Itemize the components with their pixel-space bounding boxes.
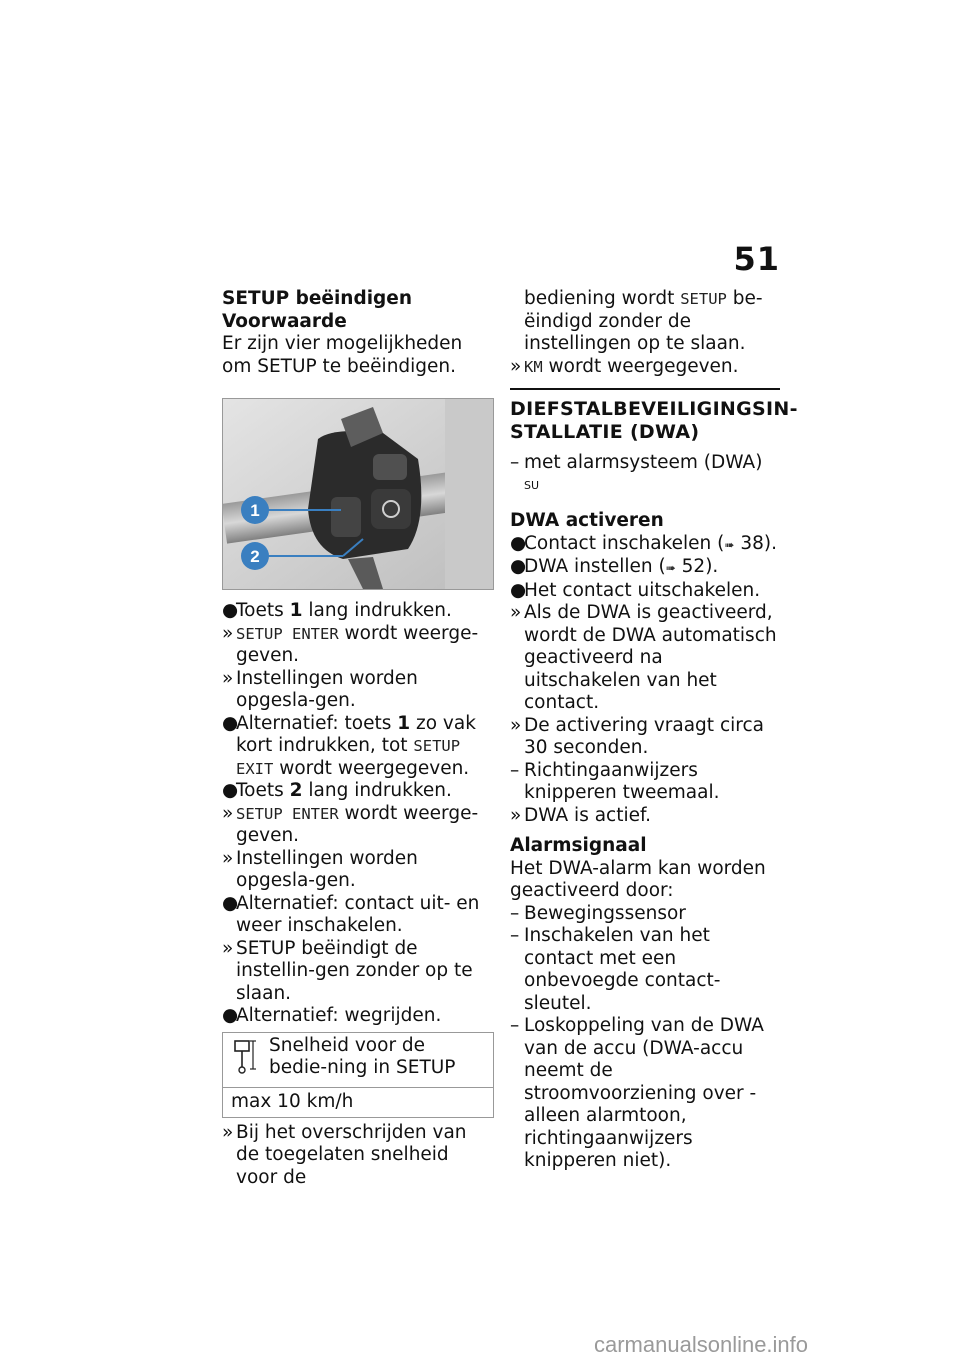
list-item: – Richtingaanwijzers knipperen tweemaal. (510, 759, 720, 804)
list-item: ● DWA instellen (➠ 52). (510, 556, 719, 578)
page-number: 51 (733, 240, 780, 278)
list-item: » De activering vraagt circa 30 seconden. (510, 714, 764, 759)
list-item: » Instellingen worden opgesla-gen. (222, 847, 418, 891)
handlebar-switch-photo (222, 398, 494, 590)
list-item: ● Contact inschakelen (➠ 38). (510, 532, 777, 554)
alarm-list (510, 903, 780, 1173)
heading-precondition: Voorwaarde (222, 310, 347, 332)
list-item: » SETUP beëindigt de instellin-gen zonder op te slaan. (222, 937, 473, 1004)
list-item: ● Toets 1 lang indrukken. (222, 600, 452, 621)
list-item: » SETUP ENTER wordt weerge-geven. (222, 802, 479, 846)
right-column (510, 288, 798, 1173)
list-item: bediening wordt SETUP be-ëindigd zonder de instellingen op te slaan. (524, 288, 763, 354)
callout-1-label: 1 (250, 501, 260, 520)
list-item: – Bewegingssensor (510, 902, 686, 924)
section-divider (510, 388, 780, 390)
watermark-footer: carmanualsonline.info (594, 1332, 809, 1357)
callout-2-label: 2 (250, 547, 260, 566)
list-item: ● Alternatief: contact uit- en weer inschakelen. (222, 892, 480, 936)
list-item: » Als de DWA is geactiveerd, wordt de DWA automatisch geactiveerd na uitschakelen van het contact. (510, 602, 777, 714)
list-item: » DWA is actief. (510, 804, 652, 826)
handlebar-switch-image (223, 399, 493, 589)
left-column (222, 288, 494, 1189)
list-item: » SETUP ENTER wordt weerge-geven. (222, 622, 479, 666)
intro-text: Er zijn vier mogelijkheden om SETUP te beëindigen. (222, 333, 463, 377)
list-item: ● Alternatief: wegrijden. (222, 1005, 442, 1026)
heading-setup-end: SETUP beëindigen (222, 288, 412, 309)
option-line: – met alarmsysteem (DWA) $^{SU}$ (510, 452, 763, 492)
section-title-dwa: DIEFSTALBEVEILIGINGSIN-STALLATIE (DWA) (510, 398, 798, 443)
technical-data-icon (229, 1035, 269, 1082)
page-reference-arrow-icon: ➠ (665, 561, 676, 576)
list-item: – Inschakelen van het contact met een onbevoegde contact-sleutel. (510, 925, 721, 1014)
list-item: » Instellingen worden opgesla-gen. (222, 667, 418, 711)
page-reference-arrow-icon: ➠ (724, 537, 735, 552)
speed-spec-box (222, 1032, 494, 1118)
list-item: ● Toets 2 lang indrukken. (222, 780, 452, 801)
list-item: ● Alternatief: toets 1 zo vak kort indrukken, tot SETUP EXIT wordt weergegeven. (222, 712, 476, 779)
list-item: » KM wordt weergegeven. (510, 355, 739, 377)
heading-alarm-signal: Alarmsignaal (510, 835, 647, 857)
setup-steps-list (222, 600, 494, 1028)
alarm-intro: Het DWA-alarm kan worden geactiveerd door: (510, 857, 766, 902)
spec-value: max 10 km/h (231, 1091, 354, 1112)
list-item: – Loskoppeling van de DWA van de accu (DWA-accu neemt de stroomvoorziening over - alleen alarmtoon, richtingaanwijzers knipperen niet). (510, 1015, 764, 1172)
spec-title: Snelheid voor de bedie-ning in SETUP (269, 1034, 456, 1078)
list-item: ● Het contact uitschakelen. (510, 579, 761, 601)
list-item: » Bij het overschrijden van de toegelaten snelheid voor de (222, 1121, 467, 1188)
heading-dwa-activate: DWA activeren (510, 510, 664, 532)
activate-steps-list (510, 533, 780, 828)
